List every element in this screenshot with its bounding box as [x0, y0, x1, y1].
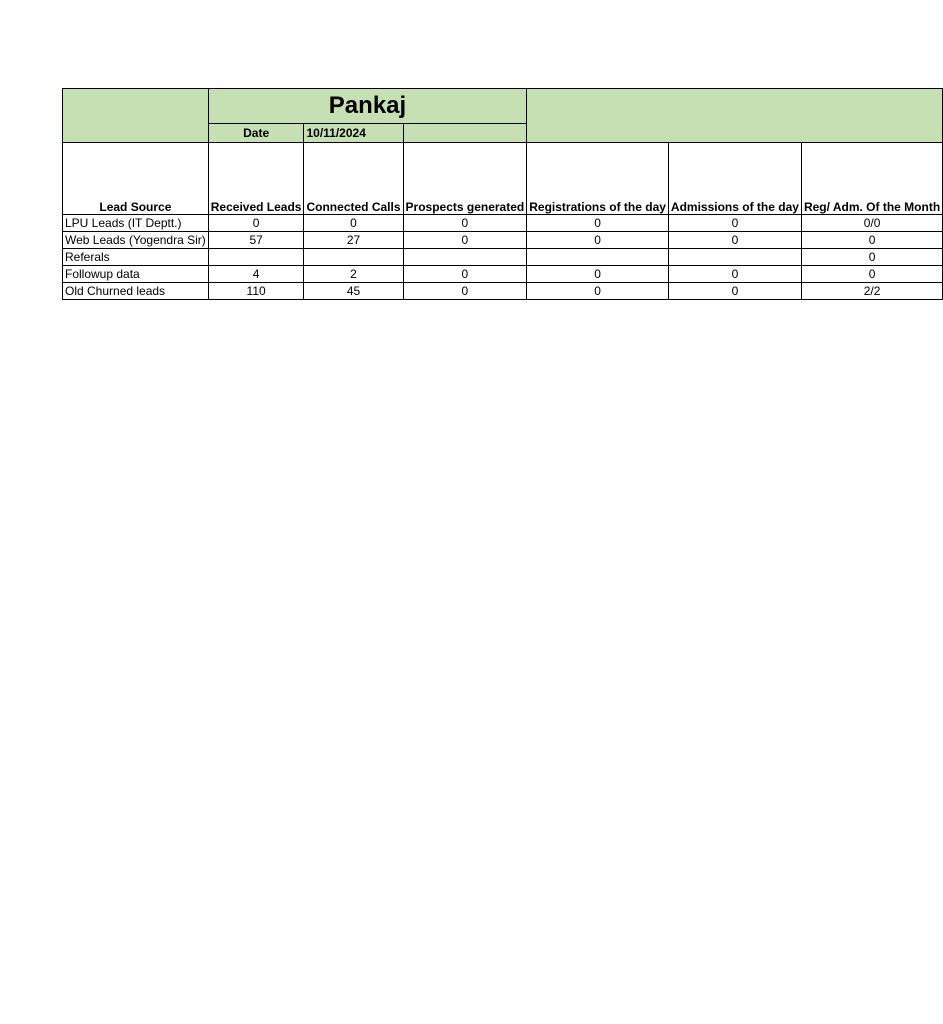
registrations-cell[interactable]: 0: [527, 215, 669, 232]
header-reg-adm-month[interactable]: Reg/ Adm. Of the Month: [801, 143, 942, 215]
lead-source-cell[interactable]: Followup data: [63, 266, 209, 283]
table-row: [63, 266, 943, 283]
received-leads-cell[interactable]: 110: [208, 283, 304, 300]
header-received-leads[interactable]: Received Leads: [208, 143, 304, 215]
lead-source-cell[interactable]: Old Churned leads: [63, 283, 209, 300]
prospects-cell[interactable]: 0: [403, 232, 527, 249]
report-table: [62, 88, 943, 300]
table-row: [63, 283, 943, 300]
connected-calls-cell[interactable]: 2: [304, 266, 403, 283]
admissions-cell[interactable]: 0: [668, 266, 801, 283]
lead-source-cell[interactable]: LPU Leads (IT Deptt.): [63, 215, 209, 232]
registrations-cell[interactable]: 0: [527, 232, 669, 249]
reg-adm-month-cell[interactable]: 0: [801, 249, 942, 266]
lead-source-cell[interactable]: Web Leads (Yogendra Sir): [63, 232, 209, 249]
header-prospects-generated[interactable]: Prospects generated: [403, 143, 527, 215]
received-leads-cell[interactable]: 57: [208, 232, 304, 249]
header-row: [63, 143, 943, 215]
admissions-cell[interactable]: 0: [668, 215, 801, 232]
prospects-cell[interactable]: 0: [403, 266, 527, 283]
connected-calls-cell[interactable]: 27: [304, 232, 403, 249]
top-left-cell[interactable]: [63, 89, 209, 143]
header-lead-source[interactable]: Lead Source: [63, 143, 209, 215]
admissions-cell[interactable]: 0: [668, 232, 801, 249]
header-connected-calls[interactable]: Connected Calls: [304, 143, 403, 215]
lead-source-cell[interactable]: Referals: [63, 249, 209, 266]
admissions-cell[interactable]: [668, 249, 801, 266]
table-row: [63, 249, 943, 266]
connected-calls-cell[interactable]: 45: [304, 283, 403, 300]
received-leads-cell[interactable]: 4: [208, 266, 304, 283]
date-empty-cell[interactable]: [403, 124, 527, 143]
person-name[interactable]: Pankaj: [208, 89, 526, 124]
date-label[interactable]: Date: [208, 124, 304, 143]
reg-adm-month-cell[interactable]: 0: [801, 232, 942, 249]
prospects-cell[interactable]: 0: [403, 283, 527, 300]
prospects-cell[interactable]: 0: [403, 215, 527, 232]
received-leads-cell[interactable]: 0: [208, 215, 304, 232]
table-row: [63, 215, 943, 232]
top-right-cell[interactable]: [527, 89, 943, 143]
date-value[interactable]: 10/11/2024: [304, 124, 403, 143]
header-admissions[interactable]: Admissions of the day: [668, 143, 801, 215]
connected-calls-cell[interactable]: 0: [304, 215, 403, 232]
connected-calls-cell[interactable]: [304, 249, 403, 266]
admissions-cell[interactable]: 0: [668, 283, 801, 300]
header-registrations[interactable]: Registrations of the day: [527, 143, 669, 215]
reg-adm-month-cell[interactable]: 0: [801, 266, 942, 283]
received-leads-cell[interactable]: [208, 249, 304, 266]
reg-adm-month-cell[interactable]: 2/2: [801, 283, 942, 300]
registrations-cell[interactable]: [527, 249, 669, 266]
prospects-cell[interactable]: [403, 249, 527, 266]
table-row: [63, 232, 943, 249]
reg-adm-month-cell[interactable]: 0/0: [801, 215, 942, 232]
registrations-cell[interactable]: 0: [527, 283, 669, 300]
registrations-cell[interactable]: 0: [527, 266, 669, 283]
